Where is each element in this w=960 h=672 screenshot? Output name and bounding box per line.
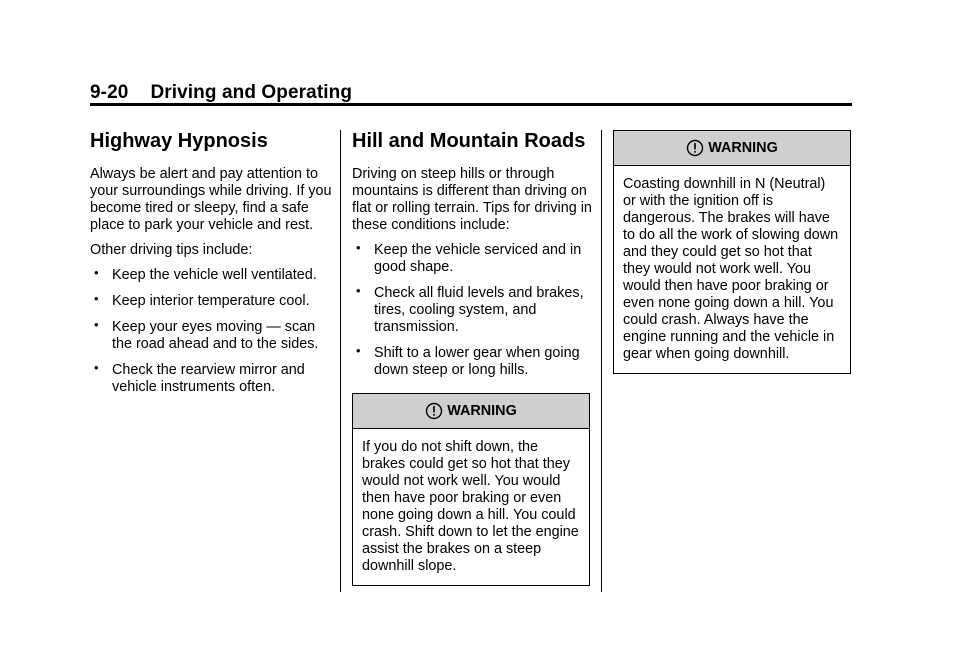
paragraph: Other driving tips include:: [90, 242, 253, 258]
list-item-text: Check the rearview mirror and vehicle instruments often.: [112, 362, 305, 395]
bullet-icon: •: [94, 317, 99, 332]
warning-box: [613, 130, 851, 374]
list-item-text: Check all fluid levels and brakes, tires, cooling system, and transmission.: [374, 285, 584, 335]
bullet-icon: •: [94, 265, 99, 280]
warning-text: If you do not shift down, the brakes could get so hot that they would not work well. You would then have poor braking or even none going down a hill. You could crash. Shift down to let the engine assist the brakes on a steep downhill slope.: [362, 439, 579, 574]
bullet-icon: •: [356, 240, 361, 255]
column-hill-mountain-roads: [352, 130, 592, 586]
warning-label: WARNING: [447, 402, 517, 419]
list-item-text: Keep interior temperature cool.: [112, 293, 310, 309]
warning-box: [352, 393, 590, 586]
warning-text: Coasting downhill in N (Neutral) or with the ignition off is dangerous. The brakes will have to do all the work of slowing down and they could get so hot that they would not work well. You would then have poor braking or even none going down a hill. You could crash. Always have the engine running and the vehicle in gear when going downhill.: [623, 176, 839, 362]
list-item: [90, 319, 335, 353]
warning-header: [614, 131, 850, 166]
tips-list: [352, 242, 592, 379]
page-number: 9-20: [90, 82, 129, 103]
list-item: [90, 267, 335, 284]
page-header: [90, 82, 352, 104]
tips-list: [90, 267, 335, 396]
column-highway-hypnosis: [90, 130, 335, 405]
section-title: Driving and Operating: [150, 82, 353, 103]
section-heading: Highway Hypnosis: [90, 130, 268, 152]
list-item-text: Keep the vehicle serviced and in good shape.: [374, 242, 582, 275]
list-item-text: Keep the vehicle well ventilated.: [112, 267, 317, 283]
list-item: [90, 293, 335, 310]
bullet-icon: •: [94, 360, 99, 375]
header-rule: [90, 103, 852, 106]
bullet-icon: •: [356, 343, 361, 358]
section-heading: Hill and Mountain Roads: [352, 130, 586, 152]
list-item-text: Keep your eyes moving — scan the road ahead and to the sides.: [112, 319, 319, 352]
list-item: [352, 242, 592, 276]
list-item: [352, 345, 592, 379]
list-item: [90, 362, 335, 396]
column-warning: [613, 130, 853, 374]
column-divider: [601, 130, 602, 592]
list-item-text: Shift to a lower gear when going down steep or long hills.: [374, 345, 580, 378]
paragraph: Driving on steep hills or through mountains is different than driving on flat or rolling terrain. Tips for driving in these conditions include:: [352, 166, 592, 233]
list-item: [352, 285, 592, 336]
bullet-icon: •: [94, 291, 99, 306]
warning-label: WARNING: [708, 139, 778, 156]
warning-icon: [425, 402, 443, 420]
bullet-icon: •: [356, 283, 361, 298]
warning-icon: [686, 139, 704, 157]
paragraph: Always be alert and pay attention to your surroundings while driving. If you become tired or sleepy, find a safe place to park your vehicle and rest.: [90, 166, 332, 233]
column-divider: [340, 130, 341, 592]
warning-header: [353, 394, 589, 429]
